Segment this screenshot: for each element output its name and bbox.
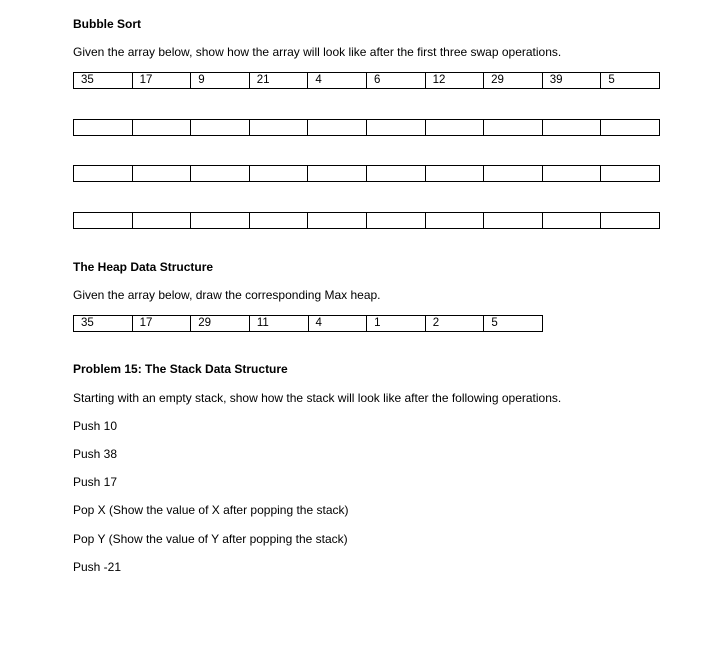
stack-operation: Push 38 xyxy=(73,447,118,461)
bubble-sort-cell: 39 xyxy=(542,73,601,89)
bubble-sort-answer-row-1 xyxy=(73,119,660,136)
bubble-sort-cell: 35 xyxy=(74,73,133,89)
heap-cell: 4 xyxy=(308,316,367,332)
heap-instruction: Given the array below, draw the corresponding Max heap. xyxy=(73,288,381,302)
answer-cell[interactable] xyxy=(132,166,191,182)
bubble-sort-cell: 29 xyxy=(484,73,543,89)
bubble-sort-array xyxy=(73,72,660,89)
bubble-sort-instruction: Given the array below, show how the array will look like after the first three swap operations. xyxy=(73,45,562,59)
heap-cell: 11 xyxy=(249,316,308,332)
answer-cell[interactable] xyxy=(425,166,484,182)
stack-operation: Push 10 xyxy=(73,419,118,433)
answer-cell[interactable] xyxy=(74,120,133,136)
answer-cell[interactable] xyxy=(132,120,191,136)
bubble-sort-answer-row-2 xyxy=(73,165,660,182)
stack-heading: Problem 15: The Stack Data Structure xyxy=(73,362,288,376)
answer-cell[interactable] xyxy=(308,166,367,182)
answer-cell[interactable] xyxy=(366,166,425,182)
answer-cell[interactable] xyxy=(484,120,543,136)
answer-cell[interactable] xyxy=(249,120,308,136)
bubble-sort-cell: 5 xyxy=(601,73,660,89)
stack-instruction: Starting with an empty stack, show how the stack will look like after the following operations. xyxy=(73,391,562,405)
answer-cell[interactable] xyxy=(542,213,601,229)
answer-cell[interactable] xyxy=(484,166,543,182)
bubble-sort-cell: 9 xyxy=(191,73,250,89)
answer-cell[interactable] xyxy=(425,120,484,136)
stack-operation: Pop X (Show the value of X after popping the stack) xyxy=(73,503,349,517)
stack-operation: Push 17 xyxy=(73,475,118,489)
answer-cell[interactable] xyxy=(366,213,425,229)
stack-operation: Pop Y (Show the value of Y after popping the stack) xyxy=(73,532,348,546)
bubble-sort-cell: 17 xyxy=(132,73,191,89)
bubble-sort-cell: 4 xyxy=(308,73,367,89)
answer-cell[interactable] xyxy=(542,166,601,182)
answer-cell[interactable] xyxy=(308,120,367,136)
answer-cell[interactable] xyxy=(542,120,601,136)
answer-cell[interactable] xyxy=(74,213,133,229)
bubble-sort-cell: 12 xyxy=(425,73,484,89)
bubble-sort-cell: 21 xyxy=(249,73,308,89)
stack-operation: Push -21 xyxy=(73,560,122,574)
bubble-sort-cell: 6 xyxy=(366,73,425,89)
answer-cell[interactable] xyxy=(601,120,660,136)
answer-cell[interactable] xyxy=(366,120,425,136)
heap-cell: 1 xyxy=(367,316,426,332)
heap-heading: The Heap Data Structure xyxy=(73,260,214,274)
answer-cell[interactable] xyxy=(74,166,133,182)
heap-cell: 17 xyxy=(132,316,191,332)
heap-cell: 29 xyxy=(191,316,250,332)
answer-cell[interactable] xyxy=(132,213,191,229)
bubble-sort-answer-row-3 xyxy=(73,212,660,229)
heap-cell: 2 xyxy=(425,316,484,332)
answer-cell[interactable] xyxy=(425,213,484,229)
heap-cell: 35 xyxy=(74,316,133,332)
answer-cell[interactable] xyxy=(601,166,660,182)
answer-cell[interactable] xyxy=(249,166,308,182)
bubble-sort-heading: Bubble Sort xyxy=(73,17,141,31)
answer-cell[interactable] xyxy=(249,213,308,229)
answer-cell[interactable] xyxy=(308,213,367,229)
answer-cell[interactable] xyxy=(484,213,543,229)
heap-array xyxy=(73,315,543,332)
answer-cell[interactable] xyxy=(191,166,250,182)
heap-cell: 5 xyxy=(484,316,543,332)
answer-cell[interactable] xyxy=(601,213,660,229)
answer-cell[interactable] xyxy=(191,213,250,229)
answer-cell[interactable] xyxy=(191,120,250,136)
